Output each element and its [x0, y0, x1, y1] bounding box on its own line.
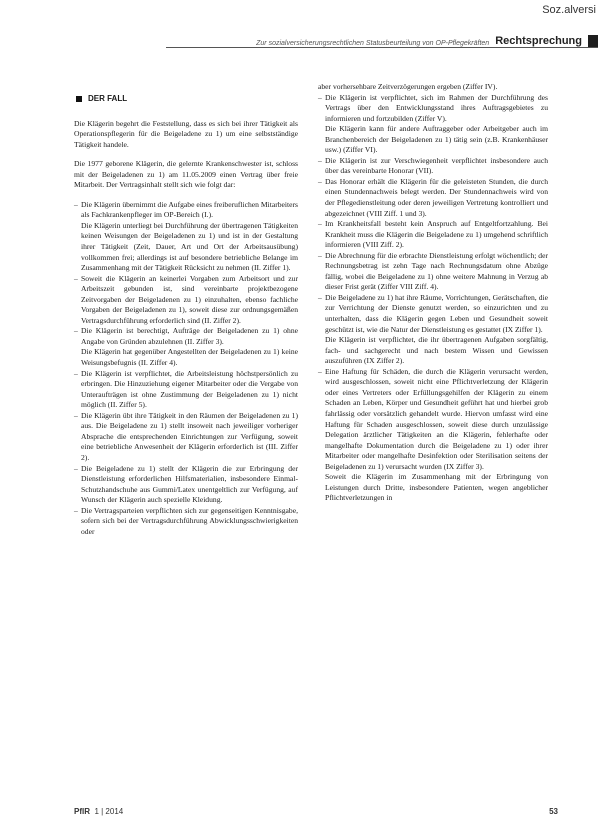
continued-text: aber vorhersehbare Zeitverzögerungen ergeben (Ziffer IV). [318, 82, 498, 91]
list-item [318, 367, 548, 504]
list-item-text: – Im Krankheitsfall besteht kein Anspruch auf Entgeltfortzahlung. Bei Krankheit muss die Klägerin die Beigeladene zu 1) umgehend schriftlich informieren (VIII Ziff. 2). [325, 219, 548, 250]
square-bullet-icon [76, 96, 82, 102]
list-item-text: – Die Klägerin ist verpflichtet, sich im Rahmen der Durchführung des Vertrags über den Entwicklungsstand ihres Auftragsgebietes zu informieren und fortzubilden (Ziffer V). [325, 92, 548, 123]
page-footer [74, 807, 558, 816]
list-item-continuation: Die Klägerin ist verpflichtet, die ihr übertragenen Aufgaben sorgfältig, fach- und sachgerecht und nach bestem Wissen und Gewissen auszuführen (IX Ziffer 2). [325, 335, 548, 366]
list-item-text: – Soweit die Klägerin an keinerlei Vorgaben zum Arbeitsort und zur Arbeitszeit gebunden ist, sind vereinbarte projektbezogene Zeitvorgaben der Beigeladenen zu 1) einzuhalten, ebenso fachliche Vorgaben der Beigeladenen zu 1), soweit diese zur ordnungsgemäßen Vertragsdurchführung erforderlich sind (II. Ziffer 2). [81, 273, 298, 325]
list-item-text: – Die Vertragsparteien verpflichten sich zur gegenseitigen Kenntnisgabe, sofern sich bei der Vertragsdurchführung Abwicklungsschwierigkeiten oder [81, 505, 298, 536]
list-item-text: – Die Klägerin ist zur Verschwiegenheit verpflichtet insbesondere auch über das vereinbarte Honorar (VII). [325, 155, 548, 176]
list-item-text: – Die Klägerin übt ihre Tätigkeit in den Räumen der Beigeladenen zu 1) aus. Die Beigeladene zu 1) stellt insoweit nach jeweiliger vorheriger Absprache die entsprechenden Einrichtungen zur Verfügung, soweit eine betriebliche Anwesenheit der Klägerin erforderlich ist (III. Ziffer 2). [81, 410, 298, 462]
footer-journal [74, 807, 123, 816]
header-rule [166, 47, 598, 48]
list-item [74, 200, 298, 274]
list-item [318, 219, 548, 251]
list-item [74, 464, 298, 506]
brand-label: Soz.alversi [542, 4, 596, 16]
list-item [318, 156, 548, 177]
list-item [318, 177, 548, 219]
section-heading-text: DER FALL [88, 94, 128, 103]
running-header [172, 33, 598, 47]
journal-name: PflR [74, 807, 90, 816]
list-item-text: – Die Beigeladene zu 1) hat ihre Räume, Vorrichtungen, Gerätschaften, die zur Verrichtung der Dienste genutzt werden, so einzurichten und zu unterhalten, dass die Klägerin gegen Leben und Gesundheit soweit geschützt ist, wie die Natur der Dienstleistung es gestattet (IX Ziffer 1). [325, 292, 548, 334]
header-marker-block [588, 35, 598, 47]
intro-paragraph: Die Klägerin begehrt die Feststellung, dass es sich bei ihrer Tätigkeit als Operationspflegerin für die Beigeladene zu 1) um eine selbstständige Tätigkeit handele. [74, 118, 298, 149]
list-item-continuation: Soweit die Klägerin im Zusammenhang mit der Erbringung von Leistungen durch Dritte, insbesondere Patienten, wegen angeblicher Pflichtverletzungen in [325, 472, 548, 503]
list-item-text: – Die Klägerin übernimmt die Aufgabe eines freiberuflichen Mitarbeiters als Fachkrankenpfleger im OP-Bereich (I.). [81, 199, 298, 220]
right-column [318, 82, 548, 504]
contract-list-right [318, 93, 548, 504]
list-item [74, 506, 298, 538]
list-item-text: – Die Klägerin ist berechtigt, Aufträge der Beigeladenen zu 1) ohne Angabe von Gründen abzulehnen (II. Ziffer 3). [81, 326, 298, 346]
left-column [74, 82, 298, 537]
header-title: Rechtsprechung [495, 35, 582, 47]
header-subtitle: Zur sozialversicherungsrechtlichen Statusbeurteilung von OP-Pflegekräften [256, 40, 490, 47]
intro-paragraph: Die 1977 geborene Klägerin, die gelernte Krankenschwester ist, schloss mit der Beigeladenen zu 1) am 11.05.2009 einen Vertrag über freie Mitarbeit. Der Vertragsinhalt stellt sich wie folgt dar: [74, 159, 298, 190]
list-item [318, 93, 548, 156]
list-item-text: – Eine Haftung für Schäden, die durch die Klägerin verursacht werden, wird ausgeschlossen, soweit nicht eine Pflichtverletzung der Klägerin oder eines Vertreters oder Erfüllungsgehilfen der Klägerin zu einem Schaden an Leben, Körper und Gesundheit geführt hat und hierbei grob fahrlässig oder vorsätzlich gehandelt wurde. Hiervon umfasst wird eine Haftung für Schaden ausgeschlossen, soweit diese durch unzulässige Delegation ärztlicher Tätigkeiten an die Klägerin, fehlerhafte oder mangelhafte Dokumentation durch die Beigeladene zu 1) oder ihrer Mitarbeiter oder mangelhafte Desinfektion oder Sterilisation seitens der Beigeladenen zu 1) verursacht wurden (IX Ziffer 3). [325, 366, 548, 471]
list-item-text: – Die Abrechnung für die erbrachte Dienstleistung erfolgt wöchentlich; der Rechnungsbetrag ist zehn Tage nach Rechnungsdatum ohne Abzüge fällig, wobei die Beigeladene zu 1) ohne weitere Mahnung in Verzug ab dieser Frist gerät (Ziffer VIII Ziff. 4). [325, 250, 548, 292]
issue-number: 1 | 2014 [94, 807, 124, 816]
page-number: 53 [549, 807, 558, 816]
contract-list-left [74, 200, 298, 538]
list-item-continuation: Die Klägerin hat gegenüber Angestellten der Beigeladenen zu 1) keine Weisungsbefugnis (II. Ziffer 4). [81, 347, 298, 368]
list-item [318, 293, 548, 367]
list-item-text: – Die Beigeladene zu 1) stellt der Klägerin die zur Erbringung der Dienstleistung erforderlichen Hilfsmaterialien, insbesondere Einmal-Schutzhandschuhe aus Gummi/Latex unentgeltlich zur Verfügung, auf Wunsch der Klägerin auch spezielle Kleidung. [81, 463, 298, 505]
list-item-continuation: Die Klägerin kann für andere Auftraggeber oder Arbeitgeber auch im Branchenbereich der Beigeladenen zu 1) tätig sein (z.B. Krankenhäuser usw.) (Ziffer VI). [325, 124, 548, 155]
list-item [74, 411, 298, 464]
list-item [74, 274, 298, 327]
list-item [74, 326, 298, 368]
list-item [318, 251, 548, 293]
list-item-continuation: Die Klägerin unterliegt bei Durchführung der übertragenen Tätigkeiten keinen Weisungen der Beigeladenen zu 1) und ist in der Gestaltung ihrer Tätigkeit (Zeit, Dauer, Art und Ort der Arbeitsausübung) vollkommen frei; allerdings ist auf besondere betriebliche Belange im Zusammenhang mit der Tätigkeit Rücksicht zu nehmen (II. Ziffer 1). [81, 220, 298, 273]
section-heading [76, 94, 298, 105]
list-item-text: – Das Honorar erhält die Klägerin für die geleisteten Stunden, die durch einen Stundennachweis belegt werden. Der Stundennachweis wird von der Pflegedienstleitung oder deren jeweiligen Vertretung kontrolliert und abgezeichnet (VIII Ziff. 1 und 3). [325, 176, 548, 218]
list-item [74, 369, 298, 411]
list-item-text: – Die Klägerin ist verpflichtet, die Arbeitsleistung höchstpersönlich zu erbringen. Die Hinzuziehung eigener Mitarbeiter oder die Vergabe von Unteraufträgen ist ohne Zustimmung der Beigeladenen zu 1) nicht möglich (II. Ziffer 5). [81, 368, 298, 410]
